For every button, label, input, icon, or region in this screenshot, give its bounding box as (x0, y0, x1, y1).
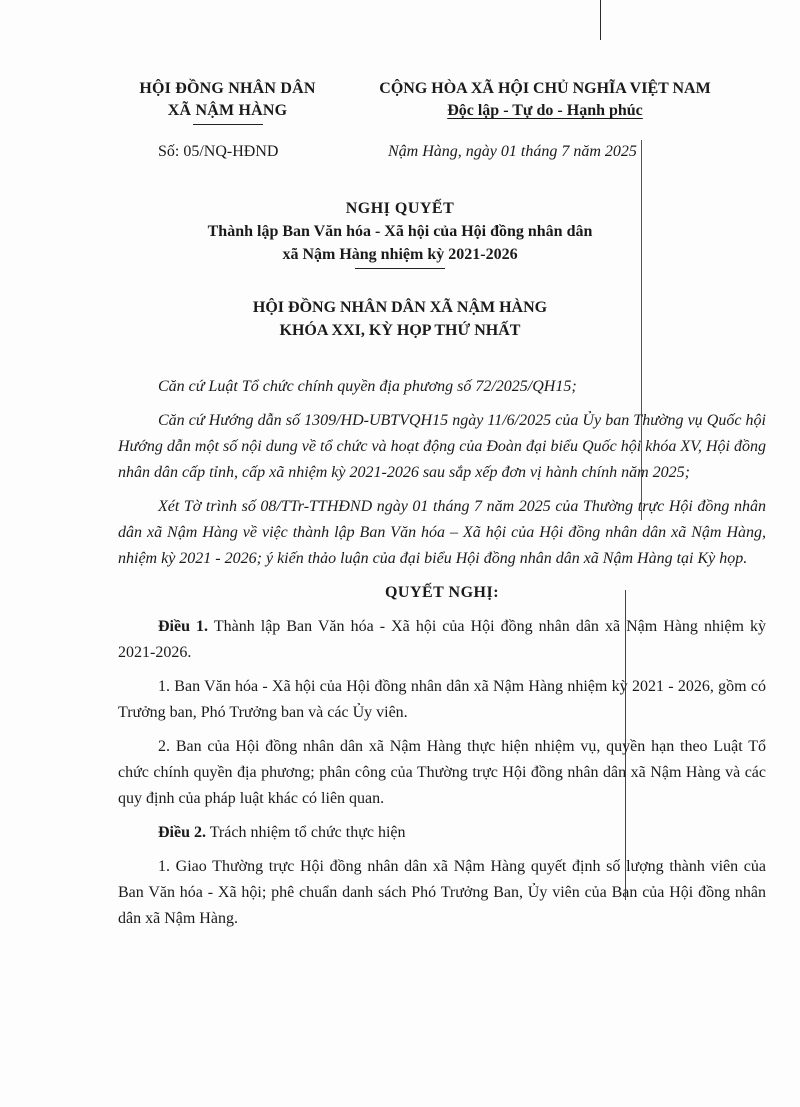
article-2-label: Điều 2. (158, 824, 206, 841)
issuing-body (0, 296, 800, 342)
article-1 (118, 614, 766, 666)
article-1-clause-1: 1. Ban Văn hóa - Xã hội của Hội đồng nhân dân xã Nậm Hàng nhiệm kỳ 2021 - 2026, gồm có Trưởng ban, Phó Trưởng ban và các Ủy viên. (118, 678, 766, 721)
place-and-date: Nậm Hàng, ngày 01 tháng 7 năm 2025 (388, 143, 637, 160)
document-type: NGHỊ QUYẾT (345, 200, 455, 217)
issuer-header (120, 78, 335, 125)
article-1-text: Thành lập Ban Văn hóa - Xã hội của Hội đồng nhân dân xã Nậm Hàng nhiệm kỳ 2021-2026. (118, 618, 767, 661)
header-divider (193, 124, 263, 125)
article-2 (118, 820, 766, 846)
preamble-basis-2: Căn cứ Hướng dẫn số 1309/HD-UBTVQH15 ngày 11/6/2025 của Ủy ban Thường vụ Quốc hội Hướng dẫn một số nội dung về tổ chức và hoạt động của Đoàn đại biểu Quốc hội khóa XV, Hội đồng nhân dân cấp tỉnh, cấp xã nhiệm kỳ 2021-2026 sau sắp xếp đơn vị hành chính năm 2025; (118, 412, 766, 481)
document-title (0, 198, 800, 269)
issuing-body-name: HỘI ĐỒNG NHÂN DÂN XÃ NẬM HÀNG (252, 299, 548, 316)
scan-artifact-line (600, 0, 601, 40)
document-subject-line1: Thành lập Ban Văn hóa - Xã hội của Hội đồng nhân dân (207, 223, 593, 240)
title-divider (355, 268, 445, 269)
article-2-clause-1: 1. Giao Thường trực Hội đồng nhân dân xã Nậm Hàng quyết định số lượng thành viên của Ban Văn hóa - Xã hội; phê chuẩn danh sách Phó Trưởng Ban, Ủy viên của Ban của Hội đồng nhân dân xã Nậm Hàng. (118, 858, 766, 927)
article-2-text: Trách nhiệm tổ chức thực hiện (206, 824, 406, 841)
issuer-commune: XÃ NẬM HÀNG (167, 102, 288, 119)
nation-header (345, 78, 745, 122)
preamble-basis-1: Căn cứ Luật Tổ chức chính quyền địa phương số 72/2025/QH15; (158, 378, 577, 395)
document-number: Số: 05/NQ-HĐND (158, 143, 279, 160)
document-subject-line2: xã Nậm Hàng nhiệm kỳ 2021-2026 (282, 246, 518, 263)
preamble-consideration: Xét Tờ trình số 08/TTr-TTHĐND ngày 01 tháng 7 năm 2025 của Thường trực Hội đồng nhân dân xã Nậm Hàng về việc thành lập Ban Văn hóa – Xã hội của Hội đồng nhân dân xã Nậm Hàng, nhiệm kỳ 2021 - 2026; ý kiến thảo luận của đại biểu Hội đồng nhân dân xã Nậm Hàng tại Kỳ họp. (118, 498, 766, 567)
issuer-name: HỘI ĐỒNG NHÂN DÂN (139, 80, 316, 97)
article-1-label: Điều 1. (158, 618, 209, 635)
document-body (118, 374, 766, 940)
issuing-body-session: KHÓA XXI, KỲ HỌP THỨ NHẤT (279, 322, 521, 339)
decision-heading: QUYẾT NGHỊ: (384, 584, 500, 601)
nation-name: CỘNG HÒA XÃ HỘI CHỦ NGHĨA VIỆT NAM (379, 80, 711, 97)
article-1-clause-2: 2. Ban của Hội đồng nhân dân xã Nậm Hàng thực hiện nhiệm vụ, quyền hạn theo Luật Tổ chức chính quyền địa phương; phân công của Thường trực Hội đồng nhân dân xã Nậm Hàng và các quy định của pháp luật khác có liên quan. (118, 738, 766, 807)
national-motto: Độc lập - Tự do - Hạnh phúc (447, 102, 643, 119)
